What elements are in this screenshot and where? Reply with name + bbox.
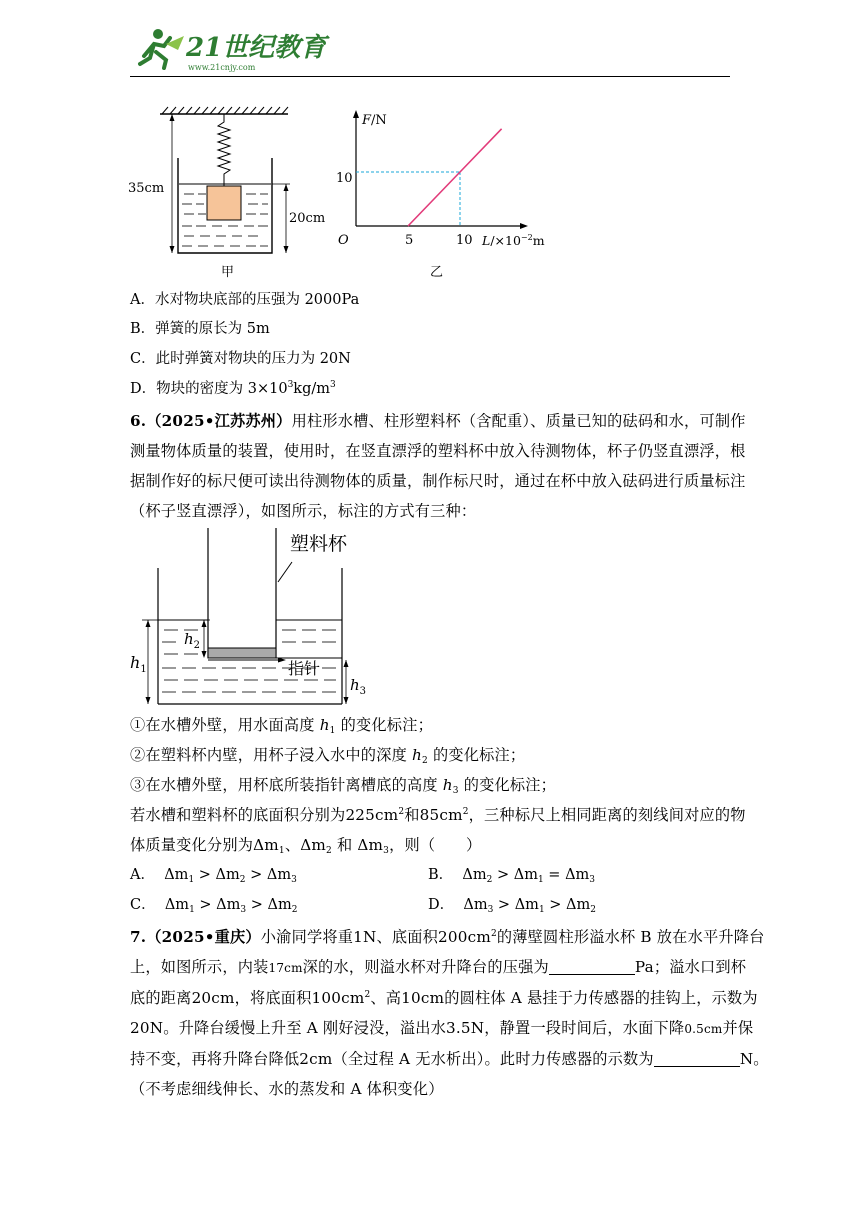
x-tick-10: 10: [456, 233, 473, 248]
q6-option-c[interactable]: C． $\Delta m_1 > \Delta m_3 > \Delta m_2$: [130, 897, 298, 915]
logo-text: 21世纪教育: [186, 33, 327, 63]
runner-icon: [140, 29, 184, 68]
answer-blank-pressure[interactable]: [549, 958, 635, 975]
label-pointer: 指针: [288, 659, 321, 678]
origin-label: O: [338, 233, 349, 248]
label-h3: $h_3$: [350, 676, 367, 697]
logo: [130, 22, 330, 78]
q6-option-a[interactable]: A． $\Delta m_1 > \Delta m_2 > \Delta m_3$: [130, 867, 297, 885]
header-rule: [130, 76, 730, 77]
q6-option-b[interactable]: B． $\Delta m_2 > \Delta m_1 = \Delta m_3$: [428, 867, 596, 885]
label-h2: $h_2$: [184, 630, 201, 651]
q6-option-d[interactable]: D． $\Delta m_3 > \Delta m_1 > \Delta m_2$: [428, 897, 597, 915]
q7-stem: 7.（2025•重庆）小渝同学将重1N、底面积$200cm^2$的薄壁圆柱形溢水杯 B 放在水平升降台 上，如图所示，内装17cm深的水，则溢水杯对升降台的压强为 Pa；溢水口到杯 底的距离20cm，将底面积$100cm^2$、高10cm的圆柱体 A 悬挂于力传感器的挂钩上，示数为 20N。升降台缓慢上升至 A 刚好浸没，溢出水3.5N，静置一段时间后，水面下降0.5cm并保 持不变，再将升降台降低2cm（全过程 A 无水析出）。此时力传感器的示数为 N。 （不考虑细线伸长、水的蒸发和 A 体积变化）: [130, 928, 769, 1098]
q6-items: ①在水槽外壁，用水面高度 $h_1$ 的变化标注； ②在塑料杯内壁，用杯子浸入水中的深度 $h_2$ 的变化标注； ③在水槽外壁，用杯底所装指针离槽底的高度 $h_3$ 的变化标注； 若水槽和塑料杯的底面积分别为$225cm^2$和$85cm^2$，三种标尺上相同距离的刻线间对应的物 体质量变化分别为$\Delta m_1$、$\Delta m_2$ 和 $\Delta m_3$，则（ ）: [130, 716, 746, 856]
label-20cm: 20cm: [289, 211, 326, 226]
q6-stem: 6.（2025•江苏苏州）用柱形水槽、柱形塑料杯（含配重）、质量已知的砝码和水，可制作 测量物体质量的装置，使用时，在竖直漂浮的塑料杯中放入待测物体，杯子仍竖直漂浮，根 据制作好的标尺便可读出待测物体的质量，制作标尺时，通过在杯中放入砝码进行质量标注 （杯子竖直漂浮），如图所示，标注的方式有三种：: [130, 412, 746, 520]
answer-blank-force[interactable]: [654, 1050, 740, 1067]
label-h1: $h_1$: [130, 653, 147, 675]
figure-yi: [336, 104, 546, 280]
x-axis-label: $L/\times 10^{-2}m$: [482, 233, 545, 248]
q5-option-c[interactable]: C．此时弹簧对物块的压力为 20N: [130, 351, 351, 367]
y-axis-label: F/N: [362, 113, 387, 128]
q5-option-a[interactable]: A．水对物块底部的压强为 2000Pa: [130, 292, 360, 308]
figure-jia: [128, 100, 326, 280]
q5-option-d[interactable]: D．物块的密度为 $3\times 10^3kg/m^3$: [130, 380, 336, 397]
series-line: [408, 129, 502, 226]
caption-jia: 甲: [221, 265, 235, 280]
y-tick-10: 10: [336, 171, 353, 186]
label-plastic-cup: 塑料杯: [290, 533, 348, 555]
caption-yi: 乙: [430, 265, 444, 280]
x-tick-5: 5: [405, 233, 414, 248]
figure-q6: [128, 528, 367, 708]
q5-option-b[interactable]: B．弹簧的原长为 5m: [130, 321, 270, 337]
label-35cm: 35cm: [128, 181, 165, 196]
logo-url: www.21cnjy.com: [188, 63, 256, 72]
